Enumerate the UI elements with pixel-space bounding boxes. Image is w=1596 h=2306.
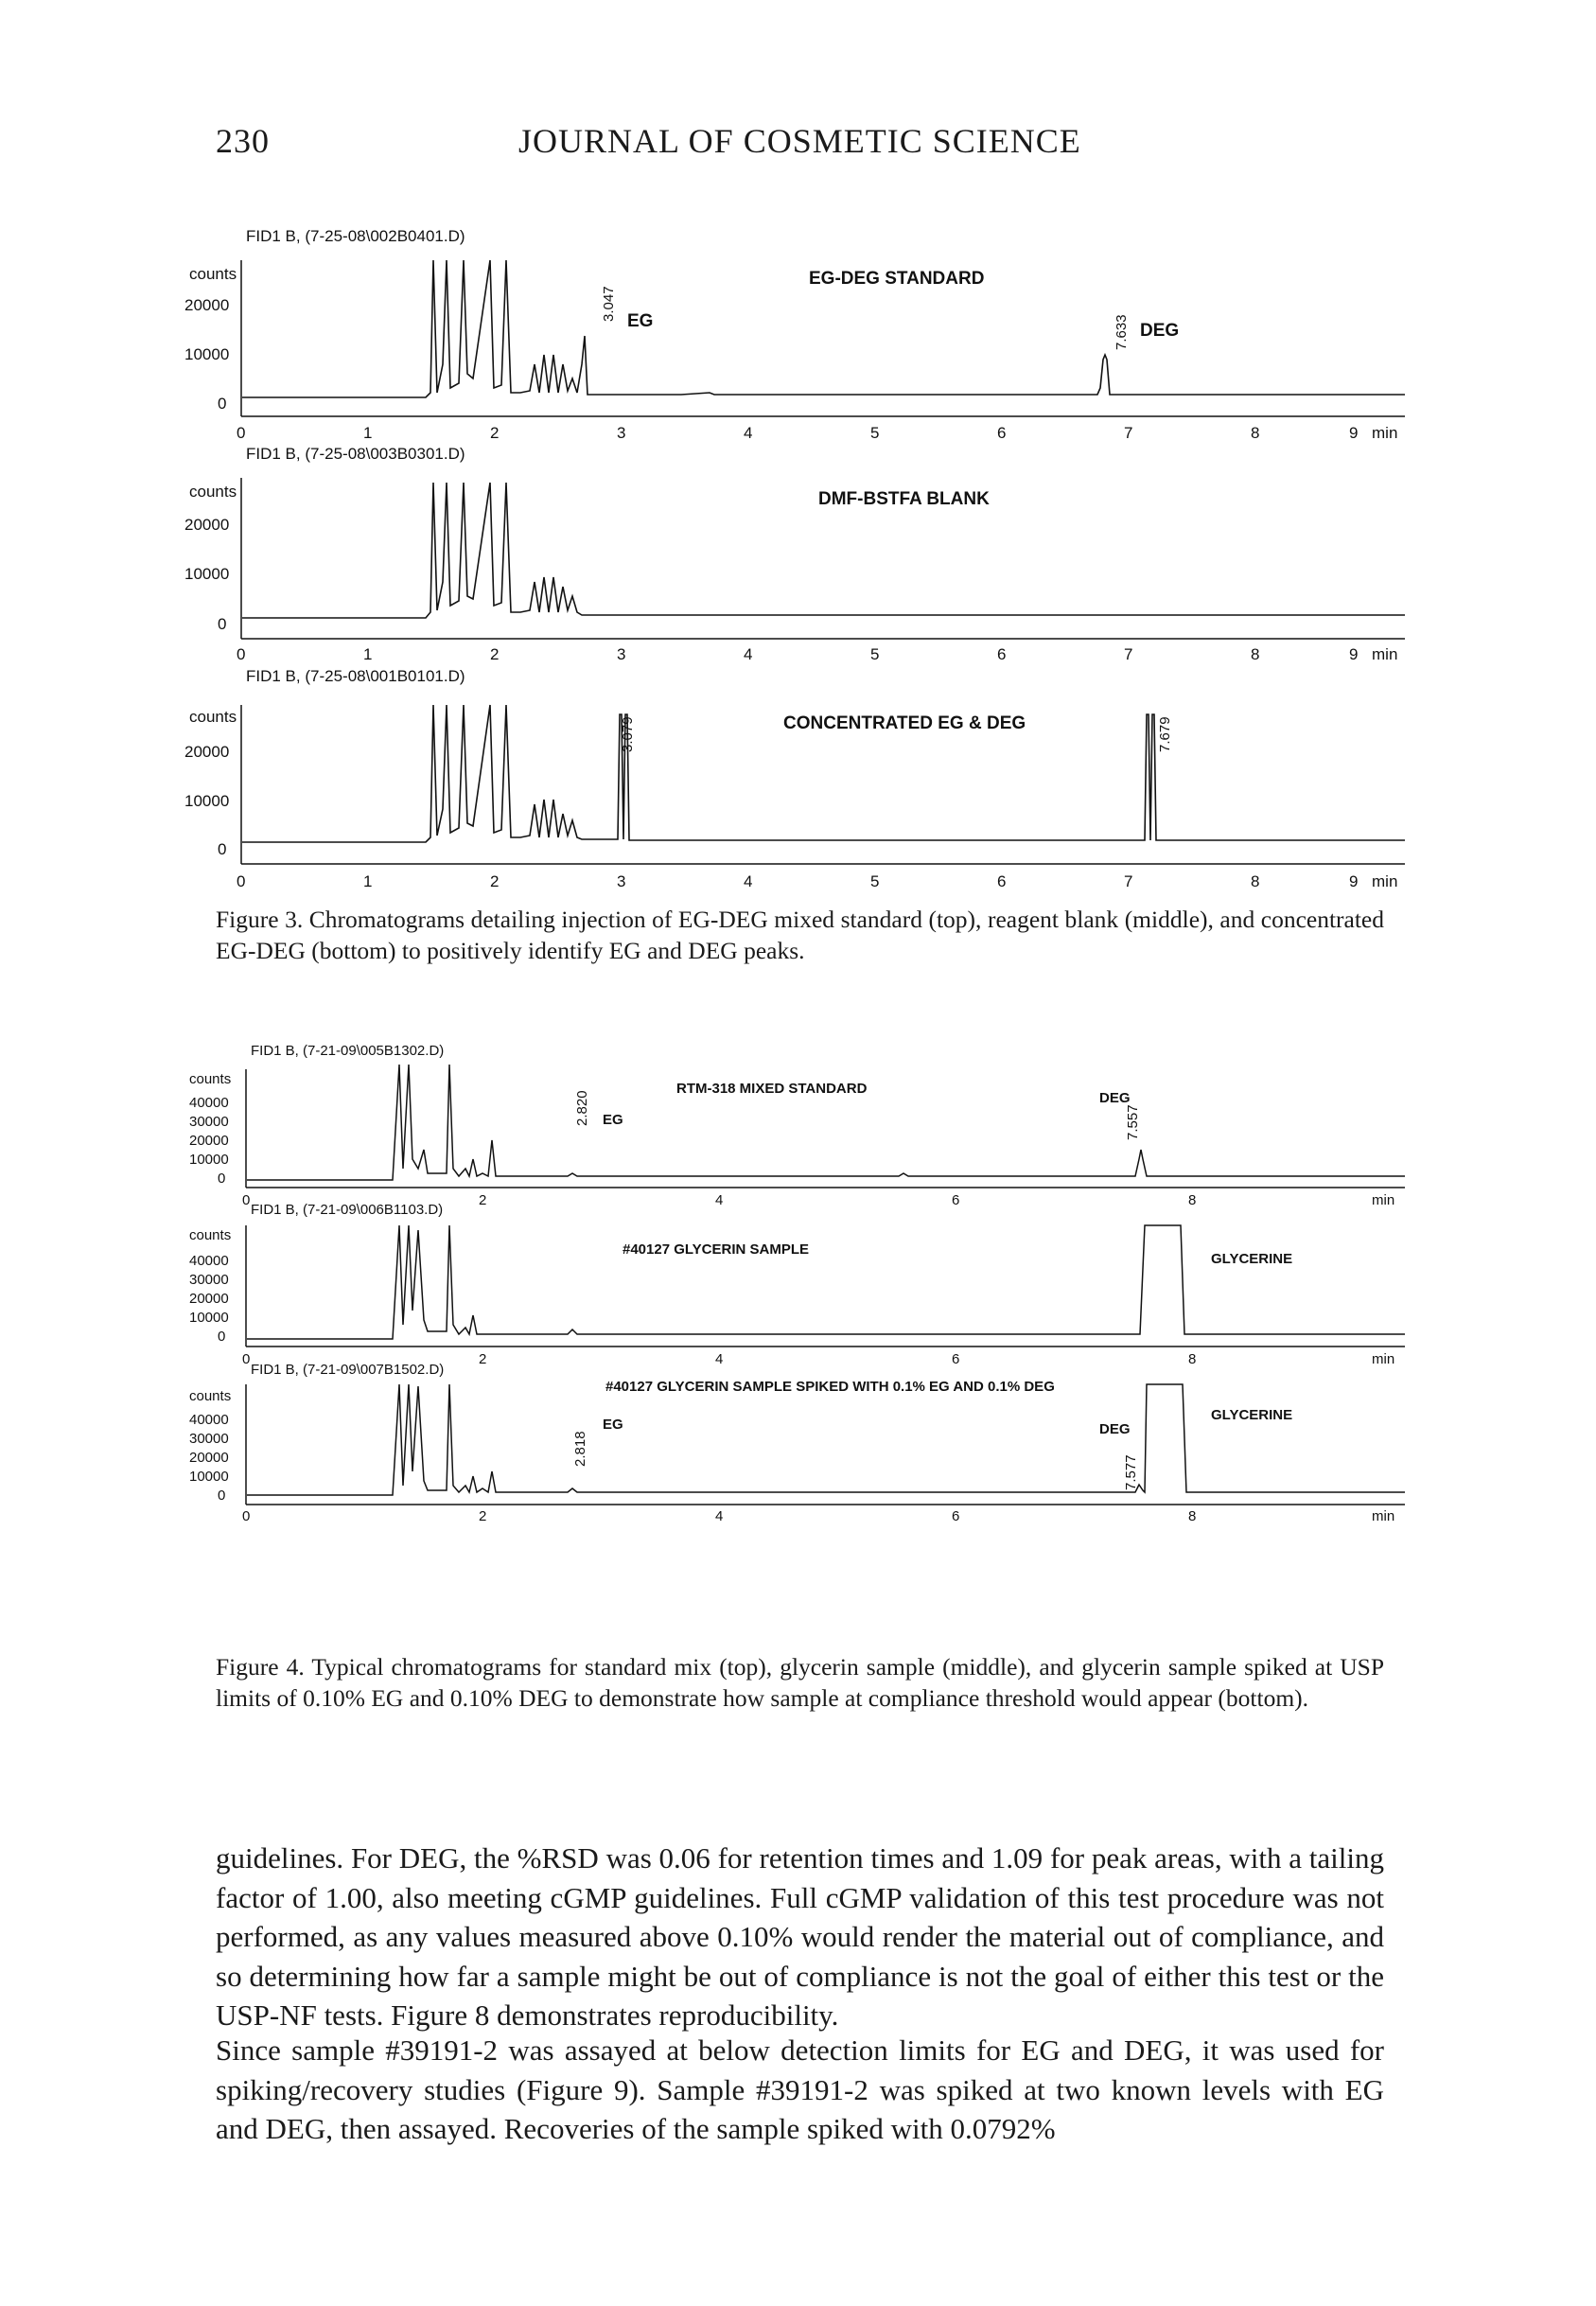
svg-text:0: 0 [242,1192,251,1208]
fig3-panel-1-ytick-20000: 20000 [184,296,230,314]
figure-3-caption [216,904,1384,966]
svg-text:20000: 20000 [189,1291,229,1307]
svg-text:4: 4 [715,1351,724,1367]
svg-text:2: 2 [490,872,500,890]
figure-4-caption [216,1651,1384,1714]
svg-text:2: 2 [479,1351,487,1367]
fig3-panel-1-yunit: counts [189,265,237,283]
fig4-peak-label-glycerine: GLYCERINE [1211,1251,1293,1267]
svg-text:8: 8 [1251,645,1260,663]
svg-text:30000: 30000 [189,1114,229,1130]
svg-text:4: 4 [715,1192,724,1208]
fig4-panel-2 [189,1202,1405,1367]
svg-text:20000: 20000 [184,516,230,534]
svg-text:40000: 40000 [189,1412,229,1428]
fig4-panel-1-file: FID1 B, (7-21-09\005B1302.D) [251,1043,445,1059]
svg-text:5: 5 [870,645,880,663]
svg-text:5: 5 [870,424,880,442]
svg-text:min: min [1372,1192,1395,1208]
fig4-peak-label-eg: EG [603,1112,623,1128]
fig3-panel-2-xticks [237,645,1397,663]
svg-text:30000: 30000 [189,1272,229,1288]
svg-text:0: 0 [218,1487,226,1504]
svg-text:9: 9 [1349,872,1359,890]
svg-text:6: 6 [997,424,1007,442]
fig4-peak-label-glycerine-spiked: GLYCERINE [1211,1407,1293,1423]
svg-text:7: 7 [1124,872,1133,890]
svg-text:0: 0 [237,645,246,663]
fig4-panel-2-file: FID1 B, (7-21-09\006B1103.D) [251,1202,444,1218]
fig4-peak-label-deg: DEG [1099,1090,1131,1106]
svg-text:0: 0 [242,1508,251,1524]
fig3-panel-1-ytick-10000: 10000 [184,345,230,363]
figure-4 [189,1027,1419,1670]
journal-title: JOURNAL OF COSMETIC SCIENCE [518,122,1081,160]
fig4-panel-3-xticks [242,1508,1394,1524]
fig3-panel-1-ytick-0: 0 [218,395,227,413]
fig4-peak-label-deg-spiked: DEG [1099,1421,1131,1437]
fig4-panel-2-title: #40127 GLYCERIN SAMPLE [623,1241,810,1258]
svg-text:10000: 10000 [184,792,230,810]
svg-text:7: 7 [1124,645,1133,663]
svg-text:counts: counts [189,1388,232,1404]
svg-text:40000: 40000 [189,1253,229,1269]
svg-text:0: 0 [242,1351,251,1367]
svg-text:8: 8 [1251,424,1260,442]
svg-text:20000: 20000 [189,1450,229,1466]
running-head [0,121,1596,178]
svg-text:20000: 20000 [189,1133,229,1149]
svg-text:counts: counts [189,1071,232,1087]
svg-text:10000: 10000 [189,1310,229,1326]
svg-text:8: 8 [1188,1192,1197,1208]
page-number: 230 [216,122,270,160]
svg-text:3: 3 [617,872,626,890]
body-paragraph-2: Since sample #39191-2 was assayed at below detection limits for EG and DEG, it was used for spiking/recovery studies (Figure 9). Sample #39191-2 was spiked at two known levels with EG and DEG, then assayed. Recoveries of the sample spiked with 0.0792% [216,2033,1384,2145]
svg-text:10000: 10000 [189,1469,229,1485]
fig4-peak-rt-eg: 2.820 [574,1090,590,1126]
svg-text:min: min [1372,424,1398,442]
fig3-peak-rt-deg: 7.633 [1114,314,1130,350]
svg-text:2: 2 [490,645,500,663]
fig4-panel-3-trace [247,1384,1405,1495]
fig4-peak-rt-deg-spiked: 7.577 [1123,1454,1139,1490]
svg-text:4: 4 [744,872,753,890]
fig3-panel-3-xticks [237,872,1397,890]
svg-text:8: 8 [1188,1351,1197,1367]
fig4-peak-label-eg-spiked: EG [603,1417,623,1433]
fig3-panel-2-title: DMF-BSTFA BLANK [818,489,990,509]
fig3-peak-rt-eg: 3.047 [601,286,617,322]
svg-text:0: 0 [218,1171,226,1187]
fig3-panel-3-file: FID1 B, (7-25-08\001B0101.D) [246,667,465,685]
svg-text:40000: 40000 [189,1095,229,1111]
fig4-peak-rt-deg: 7.557 [1125,1104,1141,1140]
fig3-peak-rt-deg-conc: 7.679 [1157,716,1173,752]
svg-text:counts: counts [189,1227,232,1243]
svg-text:6: 6 [997,872,1007,890]
svg-text:8: 8 [1251,872,1260,890]
svg-text:2: 2 [479,1508,487,1524]
figure-3-caption-text: Chromatograms detailing injection of EG-DEG mixed standard (top), reagent blank (middle), and concentrated EG-DEG (bottom) to positively identify EG and DEG peaks. [216,906,1385,964]
svg-text:4: 4 [715,1508,724,1524]
svg-text:7: 7 [1124,424,1133,442]
svg-text:1: 1 [363,872,373,890]
svg-text:min: min [1372,872,1398,890]
body-paragraph-1: guidelines. For DEG, the %RSD was 0.06 for retention times and 1.09 for peak areas, with a tailing factor of 1.00, also meeting cGMP guidelines. Full cGMP validation of this test procedure was not performed, as any values measured above 0.10% would render the material out of compliance, and so determining how far a sample might be out of compliance is not the goal of either this test or the USP-NF tests. Figure 8 demonstrates reproducibility. [216,1841,1384,2032]
fig3-peak-label-eg: EG [627,311,654,331]
svg-text:6: 6 [952,1351,960,1367]
fig3-panel-1-xticks [237,424,1397,442]
fig3-panel-3 [184,667,1405,890]
fig3-panel-2-file: FID1 B, (7-25-08\003B0301.D) [246,445,465,463]
svg-text:4: 4 [744,645,753,663]
fig3-panel-1-title: EG-DEG STANDARD [809,269,985,289]
fig4-panel-1-title: RTM-318 MIXED STANDARD [676,1081,868,1097]
fig3-panel-2-yunit: counts [189,483,237,501]
svg-text:1: 1 [363,645,373,663]
svg-text:6: 6 [952,1508,960,1524]
figure-4-chromatograms [189,1027,1419,1661]
svg-text:3: 3 [617,424,626,442]
svg-text:6: 6 [997,645,1007,663]
svg-text:3: 3 [617,645,626,663]
svg-text:0: 0 [218,1329,226,1345]
svg-text:4: 4 [744,424,753,442]
fig4-peak-rt-eg-spiked: 2.818 [572,1431,588,1467]
svg-text:30000: 30000 [189,1431,229,1447]
svg-text:0: 0 [218,615,227,633]
svg-text:8: 8 [1188,1508,1197,1524]
svg-text:min: min [1372,645,1398,663]
svg-text:20000: 20000 [184,743,230,761]
fig4-panel-3-title: #40127 GLYCERIN SAMPLE SPIKED WITH 0.1% EG AND 0.1% DEG [605,1379,1055,1395]
svg-text:0: 0 [237,424,246,442]
fig3-peak-rt-eg-conc: 3.079 [620,716,636,752]
figure-4-caption-text: Typical chromatograms for standard mix (top), glycerin sample (middle), and glycerin sample spiked at USP limits of 0.10% EG and 0.10% DEG to demonstrate how sample at compliance threshold would appear (bottom). [216,1653,1384,1712]
figure-3-chromatograms [184,222,1419,904]
figure-4-caption-label: Figure 4. [216,1653,305,1681]
svg-text:9: 9 [1349,424,1359,442]
fig4-panel-3 [189,1362,1405,1524]
svg-text:10000: 10000 [184,565,230,583]
svg-text:0: 0 [237,872,246,890]
svg-text:2: 2 [479,1192,487,1208]
fig3-panel-1-file: FID1 B, (7-25-08\002B0401.D) [246,227,465,245]
fig3-panel-3-yunit: counts [189,708,237,726]
figure-3 [184,222,1419,908]
fig4-panel-1 [189,1043,1405,1208]
fig4-panel-2-trace [247,1225,1405,1339]
fig3-panel-1 [184,227,1405,442]
fig3-peak-label-deg: DEG [1140,321,1180,341]
fig4-panel-3-file: FID1 B, (7-21-09\007B1502.D) [251,1362,445,1378]
figure-3-caption-label: Figure 3. [216,906,304,933]
svg-text:5: 5 [870,872,880,890]
svg-text:min: min [1372,1508,1395,1524]
svg-text:1: 1 [363,424,373,442]
svg-text:0: 0 [218,840,227,858]
svg-text:6: 6 [952,1192,960,1208]
fig3-panel-3-title: CONCENTRATED EG & DEG [783,713,1026,733]
svg-text:min: min [1372,1351,1395,1367]
svg-text:9: 9 [1349,645,1359,663]
svg-text:2: 2 [490,424,500,442]
fig3-panel-2 [184,445,1405,663]
svg-text:10000: 10000 [189,1152,229,1168]
